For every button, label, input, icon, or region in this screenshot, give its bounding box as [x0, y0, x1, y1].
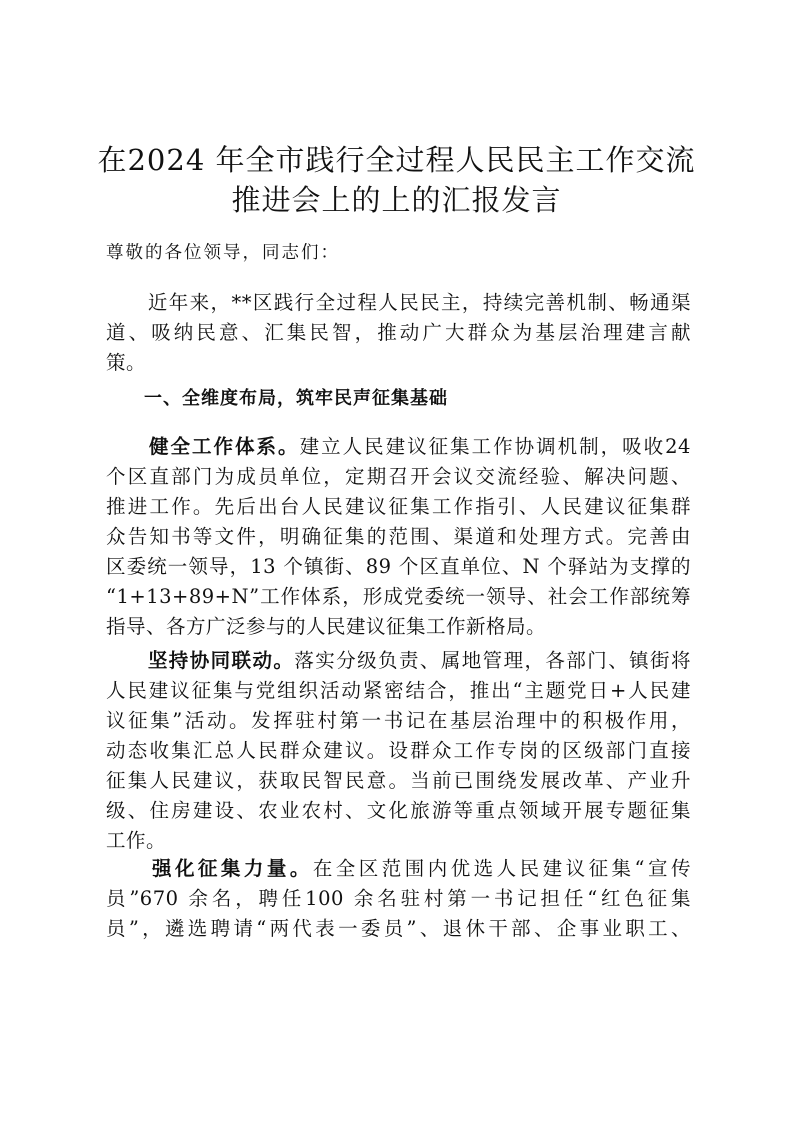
paragraph-line: 级、住房建设、农业农村、文化旅游等重点领域开展专题征集 [106, 799, 691, 822]
paragraph-line: 动态收集汇总人民群众建议。设群众工作专岗的区级部门直接 [106, 739, 691, 762]
paragraph-coordination [106, 646, 691, 856]
paragraph-line: 健全工作体系。建立人民建议征集工作协调机制，吸收24 [149, 435, 691, 458]
paragraph-line: “1+13+89+N”工作体系，形成党委统一领导、社会工作部统筹 [106, 585, 691, 608]
salutation: 尊敬的各位领导，同志们： [106, 243, 340, 263]
paragraph-line: 推进工作。先后出台人民建议征集工作指引、人民建议征集群 [106, 495, 691, 518]
paragraph-line: 个区直部门为成员单位，定期召开会议交流经验、解决问题、 [106, 465, 691, 488]
paragraph-line: 员”670 余名，聘任100 余名驻村第一书记担任“红色征集 [106, 887, 691, 910]
paragraph-lead: 坚持协同联动。 [147, 649, 295, 672]
paragraph-line: 员”，遴选聘请“两代表一委员”、退休干部、企事业职工、 [106, 917, 691, 940]
paragraph-line: 征集人民建议，获取民智民意。当前已围绕发展改革、产业升 [106, 769, 691, 792]
paragraph-line: 坚持协同联动。落实分级负责、属地管理，各部门、镇街将 [147, 649, 691, 672]
paragraph-lead: 健全工作体系。 [149, 435, 300, 458]
paragraph-line: 议征集”活动。发挥驻村第一书记在基层治理中的积极作用， [106, 709, 691, 732]
paragraph-line: 区委统一领导，13 个镇街、89 个区直单位、N 个驿站为支撑的 [106, 555, 691, 578]
document-title-line-1: 在2024 年全市践行全过程人民民主工作交流 [97, 143, 696, 177]
paragraph-strengthen [106, 854, 691, 944]
paragraph-line: 人民建议征集与党组织活动紧密结合，推出“主题党日+人民建 [106, 679, 691, 702]
paragraph-line: 工作。 [106, 829, 167, 852]
section-heading: 一、全维度布局，筑牢民声征集基础 [144, 388, 448, 409]
paragraph-line: 众告知书等文件，明确征集的范围、渠道和处理方式。完善由 [106, 525, 691, 548]
paragraph-line: 道、吸纳民意、汇集民智，推动广大群众为基层治理建言献 [106, 321, 691, 344]
paragraph-line: 策。 [106, 351, 147, 374]
paragraph-line: 强化征集力量。在全区范围内优选人民建议征集“宣传 [151, 857, 691, 880]
paragraph-lead: 强化征集力量。 [151, 857, 313, 880]
paragraph-work-system [106, 432, 691, 642]
paragraph-line: 指导、各方广泛参与的人民建议征集工作新格局。 [106, 615, 547, 638]
paragraph-line: 近年来，**区践行全过程人民民主，持续完善机制、畅通渠 [106, 291, 691, 314]
intro-paragraph [106, 288, 691, 378]
document-title-line-2: 推进会上的上的汇报发言 [231, 183, 562, 217]
